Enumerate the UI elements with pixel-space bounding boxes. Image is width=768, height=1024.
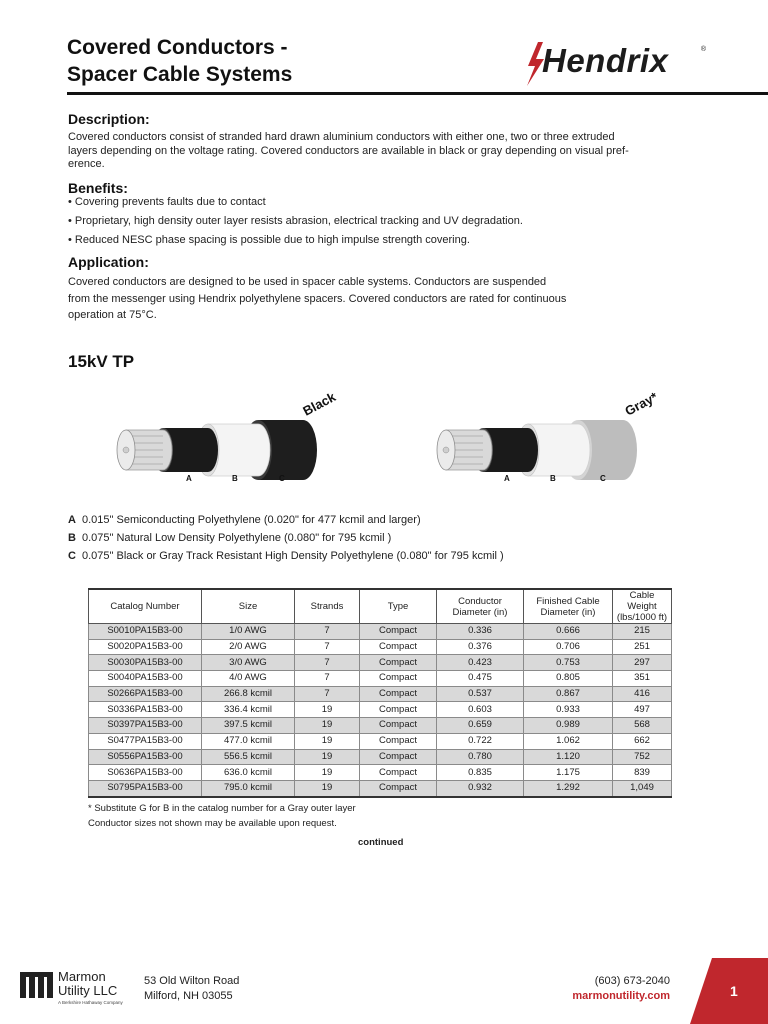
benefits-heading: Benefits: <box>68 180 128 196</box>
table-cell: 19 <box>295 765 360 781</box>
table-cell: 0.753 <box>524 655 613 671</box>
table-cell: S0010PA15B3-00 <box>89 624 202 640</box>
table-cell: 839 <box>613 765 672 781</box>
black-label: Black <box>300 389 339 419</box>
table-cell: 19 <box>295 702 360 718</box>
table-row <box>89 780 672 796</box>
registered-mark: ® <box>700 46 706 53</box>
address-line: Milford, NH 03055 <box>144 990 233 1002</box>
table-cell: 662 <box>613 733 672 749</box>
table-cell: 416 <box>613 686 672 702</box>
column-header: Catalog Number <box>89 589 202 624</box>
table-cell: 0.603 <box>437 702 524 718</box>
application-line: operation at 75°C. <box>68 309 157 321</box>
contact-info <box>572 974 670 1004</box>
table-cell: 251 <box>613 639 672 655</box>
table-cell: 297 <box>613 655 672 671</box>
layer-text: 0.075" Black or Gray Track Resistant High Density Polyethylene (0.080" for 795 kcmil ) <box>82 550 504 562</box>
table-row <box>89 671 672 687</box>
table-cell: 1.062 <box>524 733 613 749</box>
table-row <box>89 749 672 765</box>
table-cell: 19 <box>295 749 360 765</box>
table-cell: Compact <box>360 765 437 781</box>
table-cell: Compact <box>360 749 437 765</box>
column-header: Type <box>360 589 437 624</box>
table-body <box>89 624 672 797</box>
layer-letter-a: A <box>504 474 510 483</box>
layer-letter: B <box>68 532 76 544</box>
company-line: Marmon <box>58 969 106 984</box>
description-line: layers depending on the voltage rating. Covered conductors are available in black or gray depending on visual pref- <box>68 144 629 157</box>
table-cell: Compact <box>360 655 437 671</box>
table-cell: Compact <box>360 624 437 640</box>
table-cell: S0266PA15B3-00 <box>89 686 202 702</box>
application-heading: Application: <box>68 254 149 270</box>
table-cell: S0477PA15B3-00 <box>89 733 202 749</box>
continued-label: continued <box>358 837 404 848</box>
column-header: Conductor Diameter (in) <box>437 589 524 624</box>
table-header-row <box>89 589 672 624</box>
application-line: Covered conductors are designed to be used in spacer cable systems. Conductors are suspended <box>68 276 547 288</box>
application-line: from the messenger using Hendrix polyethylene spacers. Covered conductors are rated for continuous <box>68 292 567 305</box>
table-cell: 3/0 AWG <box>202 655 295 671</box>
table-cell: 266.8 kcmil <box>202 686 295 702</box>
table-cell: Compact <box>360 686 437 702</box>
company-name <box>58 970 117 998</box>
table-cell: S0636PA15B3-00 <box>89 765 202 781</box>
benefit-item: • Reduced NESC phase spacing is possible due to high impulse strength covering. <box>68 234 470 246</box>
table-cell: 1.292 <box>524 780 613 796</box>
page-title <box>67 34 292 88</box>
table-row <box>89 733 672 749</box>
layer-letter-c: C <box>600 474 606 483</box>
column-header: Cable Weight (lbs/1000 ft) <box>613 589 672 624</box>
description-text <box>68 131 698 172</box>
table-cell: 0.659 <box>437 718 524 734</box>
table-cell: 0.780 <box>437 749 524 765</box>
table-cell: 7 <box>295 671 360 687</box>
table-cell: Compact <box>360 733 437 749</box>
layer-letter: A <box>68 514 76 526</box>
gray-substitution-note: * Substitute G for B in the catalog number for a Gray outer layer <box>88 803 356 814</box>
table-cell: Compact <box>360 671 437 687</box>
table-row <box>89 702 672 718</box>
table-cell: 0.706 <box>524 639 613 655</box>
table-cell: 0.376 <box>437 639 524 655</box>
title-line-1: Covered Conductors - <box>67 36 288 59</box>
layer-text: 0.015" Semiconducting Polyethylene (0.020" for 477 kcmil and larger) <box>82 514 421 526</box>
marmon-mark-icon <box>20 972 54 998</box>
table-cell: 0.805 <box>524 671 613 687</box>
description-line: Covered conductors consist of stranded hard drawn aluminium conductors with either one, two or three extruded <box>68 131 615 143</box>
table-cell: 7 <box>295 639 360 655</box>
table-cell: 0.475 <box>437 671 524 687</box>
table-cell: 2/0 AWG <box>202 639 295 655</box>
title-line-2: Spacer Cable Systems <box>67 63 293 86</box>
application-text <box>68 274 698 324</box>
column-header: Finished Cable Diameter (in) <box>524 589 613 624</box>
header-divider <box>67 92 768 95</box>
product-title: 15kV TP <box>68 352 135 371</box>
table-cell: 1.175 <box>524 765 613 781</box>
layer-letter-b: B <box>232 474 238 483</box>
layer-description-b <box>68 532 391 544</box>
page-number: 1 <box>730 983 738 999</box>
gray-cable-diagram <box>428 380 688 490</box>
table-cell: 1,049 <box>613 780 672 796</box>
table-cell: 7 <box>295 624 360 640</box>
table-cell: 795.0 kcmil <box>202 780 295 796</box>
logo-wordmark: Hendrix <box>542 42 669 79</box>
address <box>144 974 239 1004</box>
table-cell: S0030PA15B3-00 <box>89 655 202 671</box>
company-line: Utility LLC <box>58 983 118 998</box>
availability-note: Conductor sizes not shown may be available upon request. <box>88 818 337 829</box>
table-cell: 636.0 kcmil <box>202 765 295 781</box>
table-cell: 0.932 <box>437 780 524 796</box>
description-heading: Description: <box>68 111 150 127</box>
table-cell: 0.933 <box>524 702 613 718</box>
layer-description-c <box>68 550 504 562</box>
table-cell: Compact <box>360 780 437 796</box>
table-cell: 19 <box>295 718 360 734</box>
phone-number: (603) 673-2040 <box>594 975 670 987</box>
marmon-logo <box>20 970 130 1010</box>
table-cell: Compact <box>360 702 437 718</box>
layer-text: 0.075" Natural Low Density Polyethylene (0.080" for 795 kcmil ) <box>82 532 392 544</box>
layer-description-a <box>68 514 421 526</box>
table-cell: 7 <box>295 686 360 702</box>
column-header: Size <box>202 589 295 624</box>
specification-table <box>88 588 672 798</box>
description-line: erence. <box>68 158 105 170</box>
table-cell: 477.0 kcmil <box>202 733 295 749</box>
table-cell: 556.5 kcmil <box>202 749 295 765</box>
gray-label: Gray* <box>622 389 661 419</box>
table-row <box>89 718 672 734</box>
table-cell: S0397PA15B3-00 <box>89 718 202 734</box>
table-cell: S0336PA15B3-00 <box>89 702 202 718</box>
page-number-tab <box>690 958 768 1024</box>
website-link[interactable]: marmonutility.com <box>572 990 670 1002</box>
table-cell: S0556PA15B3-00 <box>89 749 202 765</box>
table-cell: 0.336 <box>437 624 524 640</box>
company-tagline: A Berkshire Hathaway Company <box>58 1000 123 1005</box>
table-cell: 0.423 <box>437 655 524 671</box>
benefit-item: • Proprietary, high density outer layer resists abrasion, electrical tracking and UV degradation. <box>68 215 523 227</box>
address-line: 53 Old Wilton Road <box>144 975 240 987</box>
table-cell: 497 <box>613 702 672 718</box>
table-cell: 0.867 <box>524 686 613 702</box>
layer-letter-c: C <box>279 474 285 483</box>
table-cell: Compact <box>360 639 437 655</box>
hendrix-logo <box>524 40 706 86</box>
table-cell: 0.989 <box>524 718 613 734</box>
column-header: Strands <box>295 589 360 624</box>
table-cell: 0.722 <box>437 733 524 749</box>
layer-letter-b: B <box>550 474 556 483</box>
table-row <box>89 686 672 702</box>
table-cell: 752 <box>613 749 672 765</box>
table-row <box>89 639 672 655</box>
table-cell: 0.537 <box>437 686 524 702</box>
table-row <box>89 624 672 640</box>
table-cell: 1.120 <box>524 749 613 765</box>
table-cell: S0795PA15B3-00 <box>89 780 202 796</box>
table-cell: 19 <box>295 780 360 796</box>
table-cell: 4/0 AWG <box>202 671 295 687</box>
table-cell: 215 <box>613 624 672 640</box>
table-cell: S0020PA15B3-00 <box>89 639 202 655</box>
table-row <box>89 765 672 781</box>
benefit-item: • Covering prevents faults due to contact <box>68 196 266 208</box>
black-cable-diagram <box>108 380 368 490</box>
table-cell: 1/0 AWG <box>202 624 295 640</box>
table-cell: 19 <box>295 733 360 749</box>
table-cell: 351 <box>613 671 672 687</box>
table-cell: 568 <box>613 718 672 734</box>
table-row <box>89 655 672 671</box>
table-cell: S0040PA15B3-00 <box>89 671 202 687</box>
table-cell: Compact <box>360 718 437 734</box>
table-cell: 0.666 <box>524 624 613 640</box>
table-cell: 397.5 kcmil <box>202 718 295 734</box>
layer-letter-a: A <box>186 474 192 483</box>
table-cell: 0.835 <box>437 765 524 781</box>
table-cell: 336.4 kcmil <box>202 702 295 718</box>
layer-letter: C <box>68 550 76 562</box>
table-cell: 7 <box>295 655 360 671</box>
